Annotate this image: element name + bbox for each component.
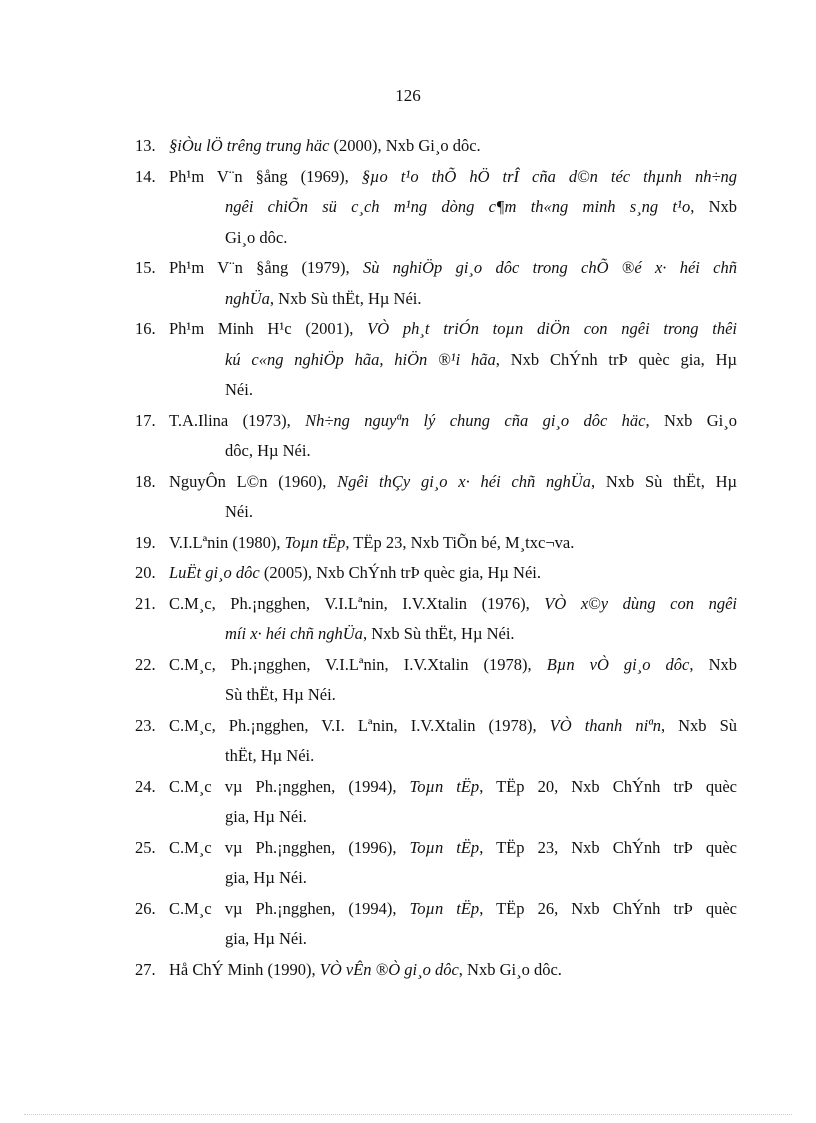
reference-segment: , Nxb Sù [660,715,738,735]
reference-segment: Néi. [225,502,253,521]
reference-line [169,894,737,925]
reference-title: §µo t¹o thÕ hÖ trÎ cña d©n téc thµnh nh÷ng [361,166,737,186]
reference-title: Toµn tËp [284,532,346,552]
reference-title: kú c«ng nghiÖp hãa, hiÖn ®¹i hãa [225,349,496,369]
reference-text [169,253,737,314]
reference-title: LuËt gi¸o dôc [169,563,260,582]
reference-item [0,162,816,254]
reference-line [169,314,737,345]
reference-number: 16. [135,319,156,338]
reference-line [169,162,737,193]
reference-segment: Gi¸o dôc. [225,227,288,247]
reference-line [169,253,737,284]
reference-text [169,955,737,986]
reference-number: 23. [135,715,156,735]
reference-segment: C.M¸c vµ Ph.¡ngghen, (1996), [169,837,410,857]
reference-segment: , Nxb [690,197,737,216]
reference-title: VÒ ph¸t triÓn toµn diÖn con ngêi trong thêi [367,319,737,338]
reference-number: 20. [135,563,156,582]
reference-number: 22. [135,654,156,674]
reference-line [169,772,737,803]
reference-line [169,619,737,650]
reference-segment: Néi. [225,380,253,399]
reference-line [169,345,737,376]
reference-line [169,558,737,589]
reference-number: 14. [135,166,156,186]
reference-text [169,589,737,650]
reference-item [0,650,816,711]
reference-segment: C.M¸c, Ph.¡ngghen, V.I.Lªnin, I.V.Xtalin (1976), [169,593,545,613]
reference-line [169,467,737,498]
reference-line [169,375,737,406]
reference-segment: , Nxb Sù thËt, Hµ Néi. [362,624,515,643]
reference-segment: , Nxb Sù thËt, Hµ [590,471,737,491]
page-bottom-rule [24,1114,792,1115]
reference-item [0,589,816,650]
reference-segment: , TËp 23, Nxb ChÝnh trÞ quèc [479,837,737,857]
reference-text [169,711,737,772]
reference-title: Nh÷ng nguyªn lý chung cña gi¸o dôc häc [305,410,646,430]
reference-number: 27. [135,959,156,979]
reference-line [169,223,737,254]
reference-line [169,650,737,681]
reference-segment: , Nxb ChÝnh trÞ quèc gia, Hµ [495,349,737,369]
reference-line [169,833,737,864]
reference-segment: gia, Hµ Néi. [225,929,307,948]
reference-text [169,528,737,559]
reference-number: 17. [135,410,156,430]
reference-item [0,833,816,894]
reference-title: Bµn vÒ gi¸o dôc [546,654,690,674]
reference-line [169,924,737,955]
reference-title: Toµn tËp [409,837,480,857]
reference-line [169,192,737,223]
reference-line [169,589,737,620]
reference-title: Ngêi thÇy gi¸o x· héi chñ nghÜa [337,471,591,491]
reference-title: míi x· héi chñ nghÜa [225,624,363,643]
reference-line [169,955,737,986]
reference-text [169,833,737,894]
reference-text [169,894,737,955]
reference-line [169,741,737,772]
reference-text [169,650,737,711]
reference-number: 18. [135,471,156,491]
reference-line [169,863,737,894]
reference-segment: C.M¸c, Ph.¡ngghen, V.I. Lªnin, I.V.Xtalin (1978), [169,715,550,735]
reference-item [0,558,816,589]
reference-segment: Ph¹m V¨n §ång (1969), [169,166,362,186]
reference-segment: , TËp 23, Nxb TiÕn bé, M¸txc¬va. [345,532,575,552]
reference-item [0,955,816,986]
reference-item [0,314,816,406]
reference-text [169,131,737,162]
reference-segment: V.I.Lªnin (1980), [169,532,285,552]
reference-segment: gia, Hµ Néi. [225,868,307,887]
reference-segment: NguyÔn L©n (1960), [169,471,338,491]
reference-item [0,528,816,559]
reference-segment: Ph¹m Minh H¹c (2001), [169,319,368,338]
reference-segment: C.M¸c vµ Ph.¡ngghen, (1994), [169,776,410,796]
reference-title: Sù nghiÖp gi¸o dôc trong chÕ ®é x· héi chñ [362,258,737,277]
reference-number: 26. [135,898,156,918]
reference-title: ngêi chiÕn sü c¸ch m¹ng dòng c¶m th«ng minh s¸ng t¹o [225,197,691,216]
reference-title: nghÜa [225,288,270,308]
reference-title: VÒ vÊn ®Ò gi¸o dôc [319,959,459,979]
reference-segment: , Nxb Gi¸o dôc. [458,959,562,979]
reference-item [0,467,816,528]
reference-segment: , Nxb Sù thËt, Hµ Néi. [269,288,422,308]
reference-segment: C.M¸c, Ph.¡ngghen, V.I.Lªnin, I.V.Xtalin (1978), [169,654,547,674]
reference-segment: (2005), Nxb ChÝnh trÞ quèc gia, Hµ Néi. [259,563,542,582]
reference-segment: thËt, Hµ Néi. [225,746,315,765]
reference-line [169,711,737,742]
reference-title: Toµn tËp [409,776,480,796]
reference-title: Toµn tËp [409,898,480,918]
reference-segment: gia, Hµ Néi. [225,807,307,826]
reference-item [0,711,816,772]
reference-number: 21. [135,593,156,613]
reference-line [169,284,737,315]
reference-title: §iÒu lÖ trêng trung häc [169,136,330,155]
reference-segment: T.A.Ilina (1973), [169,410,306,430]
reference-line [169,131,737,162]
reference-number: 13. [135,136,156,155]
reference-line [169,680,737,711]
reference-item [0,894,816,955]
reference-number: 19. [135,532,156,552]
reference-number: 24. [135,776,156,796]
reference-line [169,497,737,528]
reference-text [169,467,737,528]
reference-number: 25. [135,837,156,857]
reference-text [169,558,737,589]
reference-segment: Hå ChÝ Minh (1990), [169,959,320,979]
reference-text [169,406,737,467]
reference-segment: Ph¹m V¨n §ång (1979), [169,258,363,277]
reference-segment: , Nxb [689,654,737,674]
reference-segment: , TËp 20, Nxb ChÝnh trÞ quèc [479,776,737,796]
reference-list [0,131,816,985]
reference-item [0,131,816,162]
reference-text [169,162,737,254]
page-number: 126 [395,86,421,105]
reference-segment: , Nxb Gi¸o [645,410,738,430]
reference-line [169,436,737,467]
reference-line [169,528,737,559]
reference-title: VÒ x©y dùng con ngêi [544,593,737,613]
reference-text [169,314,737,406]
reference-segment: dôc, Hµ Néi. [225,441,311,460]
reference-title: VÒ thanh niªn [549,715,661,735]
reference-text [169,772,737,833]
reference-segment: C.M¸c vµ Ph.¡ngghen, (1994), [169,898,410,918]
reference-segment: Sù thËt, Hµ Néi. [225,685,336,704]
reference-line [169,802,737,833]
reference-segment: (2000), Nxb Gi¸o dôc. [329,136,481,155]
reference-item [0,253,816,314]
reference-line [169,406,737,437]
reference-item [0,406,816,467]
reference-number: 15. [135,258,156,277]
reference-item [0,772,816,833]
reference-segment: , TËp 26, Nxb ChÝnh trÞ quèc [479,898,737,918]
